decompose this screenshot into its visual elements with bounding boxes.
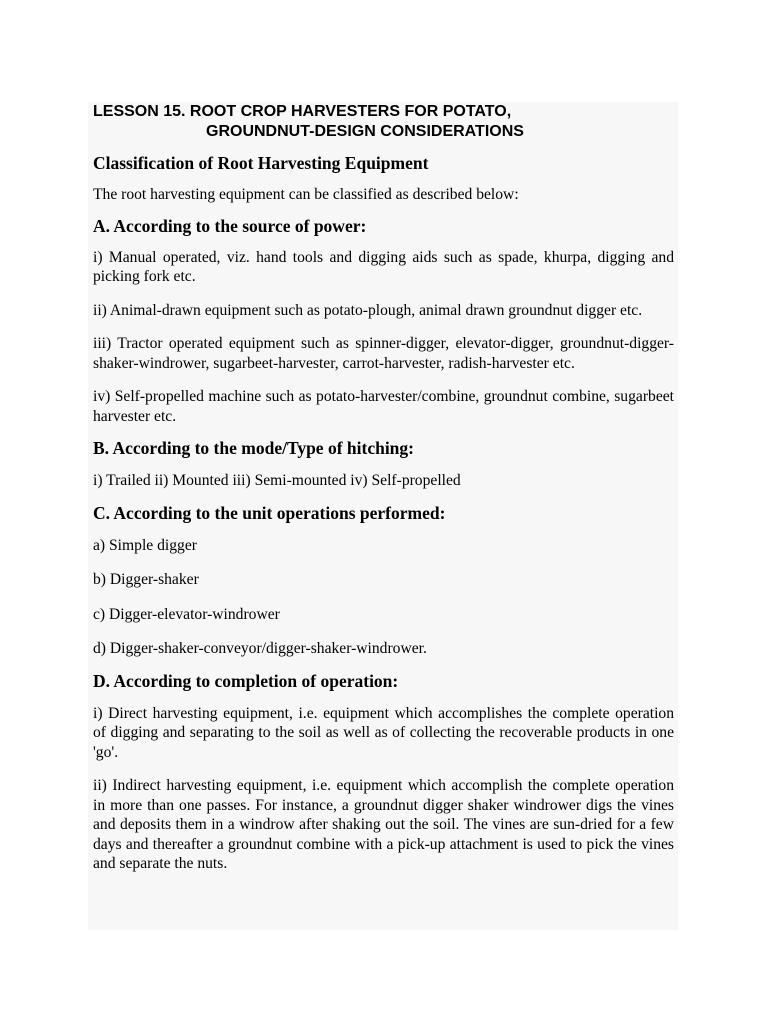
classification-heading: Classification of Root Harvesting Equipment bbox=[93, 153, 429, 173]
section-c-item-2: b) Digger-shaker bbox=[93, 571, 199, 588]
section-b-heading: B. According to the mode/Type of hitching: bbox=[93, 438, 414, 458]
section-c-item-3: c) Digger-elevator-windrower bbox=[93, 605, 280, 623]
title-line-1: LESSON 15. ROOT CROP HARVESTERS FOR POTATO, bbox=[93, 103, 512, 120]
section-a-item-3: iii) Tractor operated equipment such as spinner-digger, elevator-digger, groundnut-digger-shaker-windrower, sugarbeet-harvester, carrot-harvester, radish-harvester etc. bbox=[93, 335, 674, 372]
section-c-item-1: a) Simple digger bbox=[93, 536, 197, 554]
section-a-heading: A. According to the source of power: bbox=[93, 215, 367, 236]
section-c-heading: C. According to the unit operations performed: bbox=[93, 502, 446, 523]
section-a-item-4: iv) Self-propelled machine such as potato-harvester/combine, groundnut combine, sugarbeet harvester etc. bbox=[93, 388, 674, 425]
lesson-title bbox=[93, 102, 674, 142]
document-content bbox=[93, 102, 674, 874]
section-a-item-2: ii) Animal-drawn equipment such as potato-plough, animal drawn groundnut digger etc. bbox=[93, 301, 643, 319]
section-d-item-1: i) Direct harvesting equipment, i.e. equipment which accomplishes the complete operation of digging and separating to the soil as well as of collecting the recoverable products in one 'go'. bbox=[93, 704, 674, 761]
section-b-text: i) Trailed ii) Mounted iii) Semi-mounted iv) Self-propelled bbox=[93, 472, 461, 489]
section-a-item-1: i) Manual operated, viz. hand tools and digging aids such as spade, khurpa, digging and picking fork etc. bbox=[93, 248, 674, 285]
title-line-2: GROUNDNUT-DESIGN CONSIDERATIONS bbox=[206, 123, 524, 140]
section-d-item-2: ii) Indirect harvesting equipment, i.e. equipment which accomplish the complete operation in more than one passes. For instance, a groundnut digger shaker windrower digs the vines and deposits them in a windrow after shaking out the soil. The vines are sun-dried for a few days and thereafter a groundnut combine with a pick-up attachment is used to pick the vines and separate the nuts. bbox=[93, 777, 674, 872]
intro-paragraph: The root harvesting equipment can be classified as described below: bbox=[93, 186, 519, 203]
section-d-heading: D. According to completion of operation: bbox=[93, 670, 399, 691]
section-c-item-4: d) Digger-shaker-conveyor/digger-shaker-windrower. bbox=[93, 640, 427, 657]
